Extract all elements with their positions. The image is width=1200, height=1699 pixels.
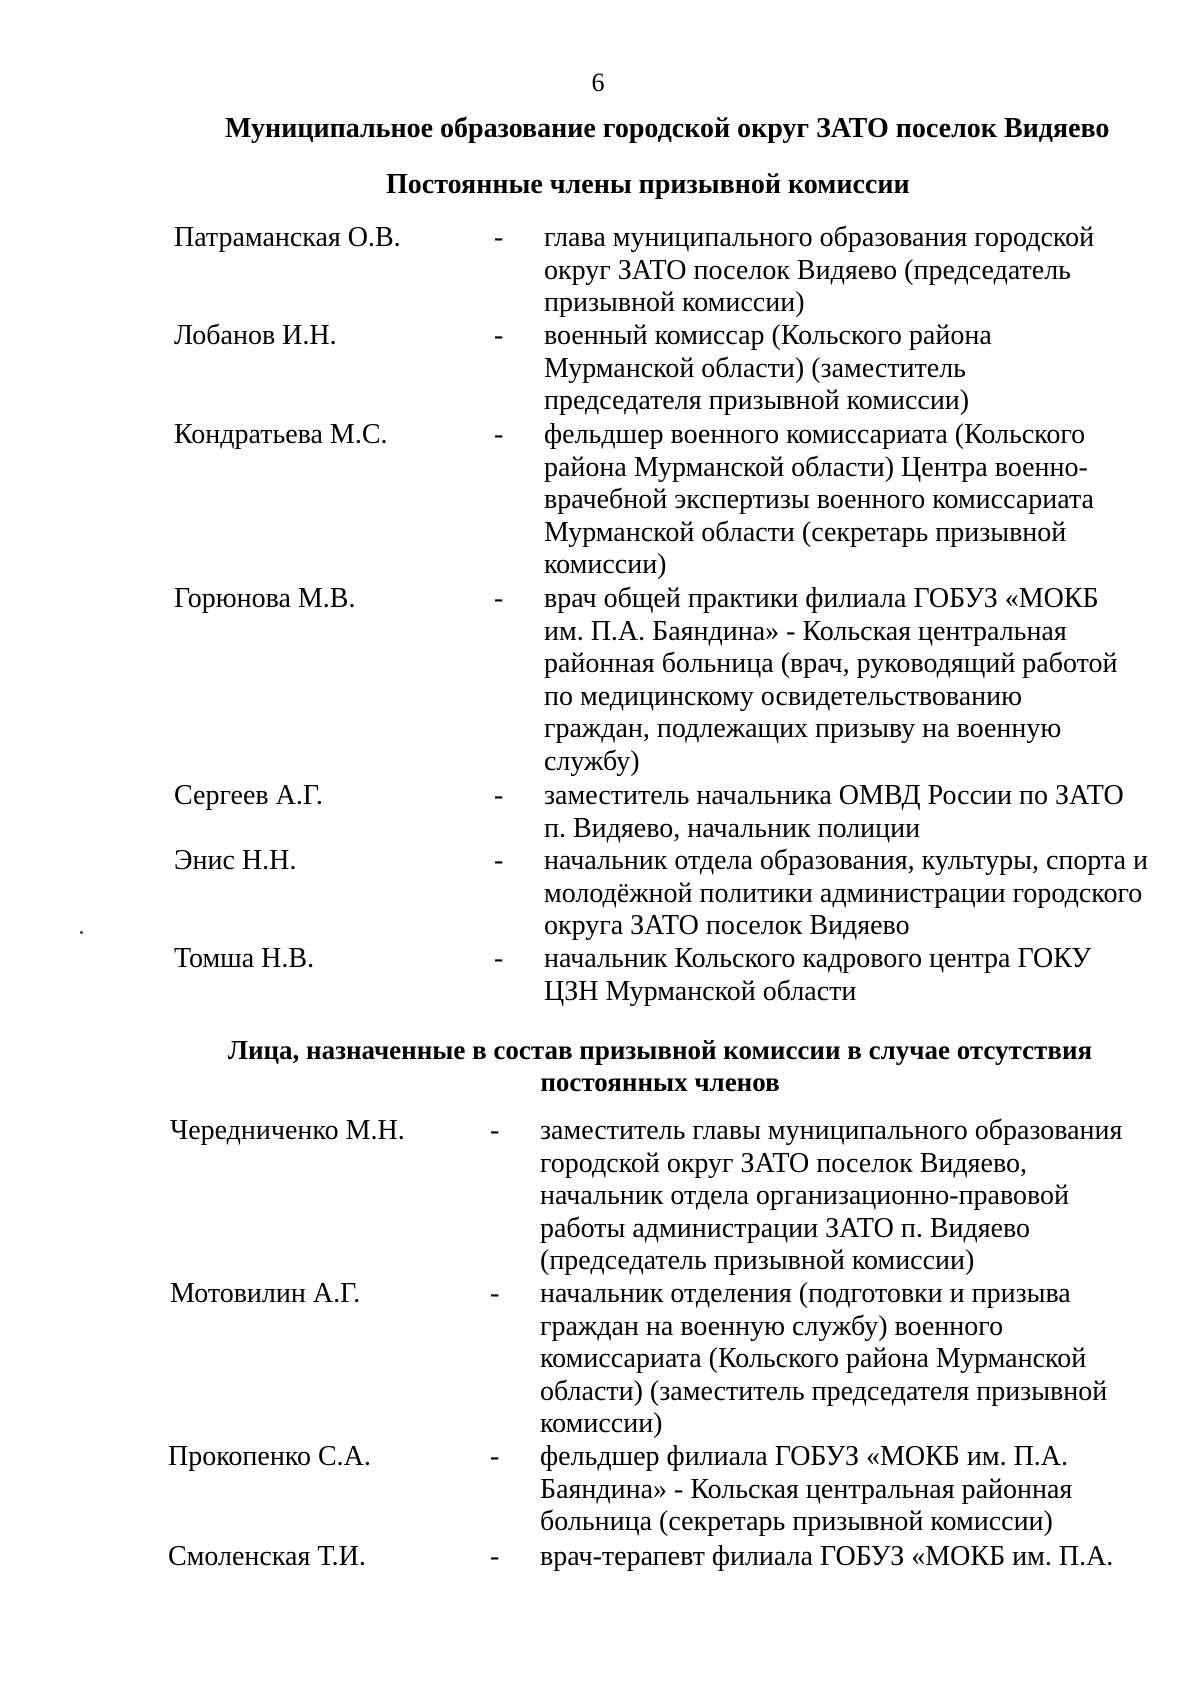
- member-dash: -: [494, 780, 504, 811]
- member-dash: -: [494, 320, 504, 351]
- scan-speck: [80, 931, 83, 934]
- member-dash: -: [494, 222, 504, 253]
- member-dash: -: [494, 583, 504, 614]
- member-dash: -: [494, 845, 504, 876]
- member-description: глава муниципального образования городской округ ЗАТО поселок Видяево (председатель призывной комиссии): [544, 222, 1095, 318]
- member-name: Чередниченко М.Н.: [170, 1115, 405, 1146]
- member-description: начальник отдела образования, культуры, спорта и молодёжной политики администрации городского округа ЗАТО поселок Видяево: [544, 845, 1148, 941]
- member-dash: -: [490, 1541, 500, 1572]
- member-name: Кондратьева М.С.: [174, 419, 388, 450]
- heading-main: Муниципальное образование городской округ ЗАТО поселок Видяево: [225, 113, 1110, 144]
- member-name: Смоленская Т.И.: [168, 1541, 366, 1572]
- member-name: Патраманская О.В.: [174, 222, 401, 253]
- member-dash: -: [490, 1115, 500, 1146]
- member-description: начальник отделения (подготовки и призыва граждан на военную службу) военного комиссариата (Кольского района Мурманской области) (заместитель председателя призывной комиссии): [540, 1278, 1108, 1439]
- member-dash: -: [490, 1441, 500, 1472]
- member-description: врач-терапевт филиала ГОБУЗ «МОКБ им. П.А.: [540, 1541, 1114, 1572]
- member-description: заместитель начальника ОМВД России по ЗАТО п. Видяево, начальник полиции: [544, 780, 1124, 844]
- member-description: начальник Кольского кадрового центра ГОКУ ЦЗН Мурманской области: [544, 943, 1092, 1007]
- member-name: Горюнова М.В.: [174, 583, 356, 614]
- member-description: военный комиссар (Кольского района Мурманской области) (заместитель председателя призывной комиссии): [544, 320, 992, 416]
- member-dash: -: [494, 419, 504, 450]
- member-description: заместитель главы муниципального образования городской округ ЗАТО поселок Видяево, начальник отдела организационно-правовой работы администрации ЗАТО п. Видяево (председатель призывной комиссии): [540, 1115, 1123, 1276]
- member-dash: -: [494, 943, 504, 974]
- member-name: Мотовилин А.Г.: [170, 1278, 361, 1309]
- member-dash: -: [490, 1278, 500, 1309]
- member-name: Лобанов И.Н.: [174, 320, 337, 351]
- member-name: Сергеев А.Г.: [174, 780, 323, 811]
- member-name: Прокопенко С.А.: [168, 1441, 371, 1472]
- member-description: фельдшер филиала ГОБУЗ «МОКБ им. П.А. Баяндина» - Кольская центральная районная больница (секретарь призывной комиссии): [540, 1441, 1073, 1537]
- member-description: врач общей практики филиала ГОБУЗ «МОКБ им. П.А. Баяндина» - Кольская центральная районная больница (врач, руководящий работой по медицинскому освидетельствованию граждан, подлежащих призыву на военную службу): [544, 583, 1118, 777]
- heading-permanent-members: Постоянные члены призывной комиссии: [386, 169, 910, 200]
- member-description: фельдшер военного комиссариата (Кольского района Мурманской области) Центра военно-врачебной экспертизы военного комиссариата Мурманской области (секретарь призывной комиссии): [544, 419, 1094, 580]
- member-name: Энис Н.Н.: [174, 845, 297, 876]
- member-name: Томша Н.В.: [174, 943, 315, 974]
- heading-substitute-members: Лица, назначенные в состав призывной комиссии в случае отсутствия постоянных членов: [227, 1035, 1093, 1097]
- page-number: 6: [591, 68, 605, 97]
